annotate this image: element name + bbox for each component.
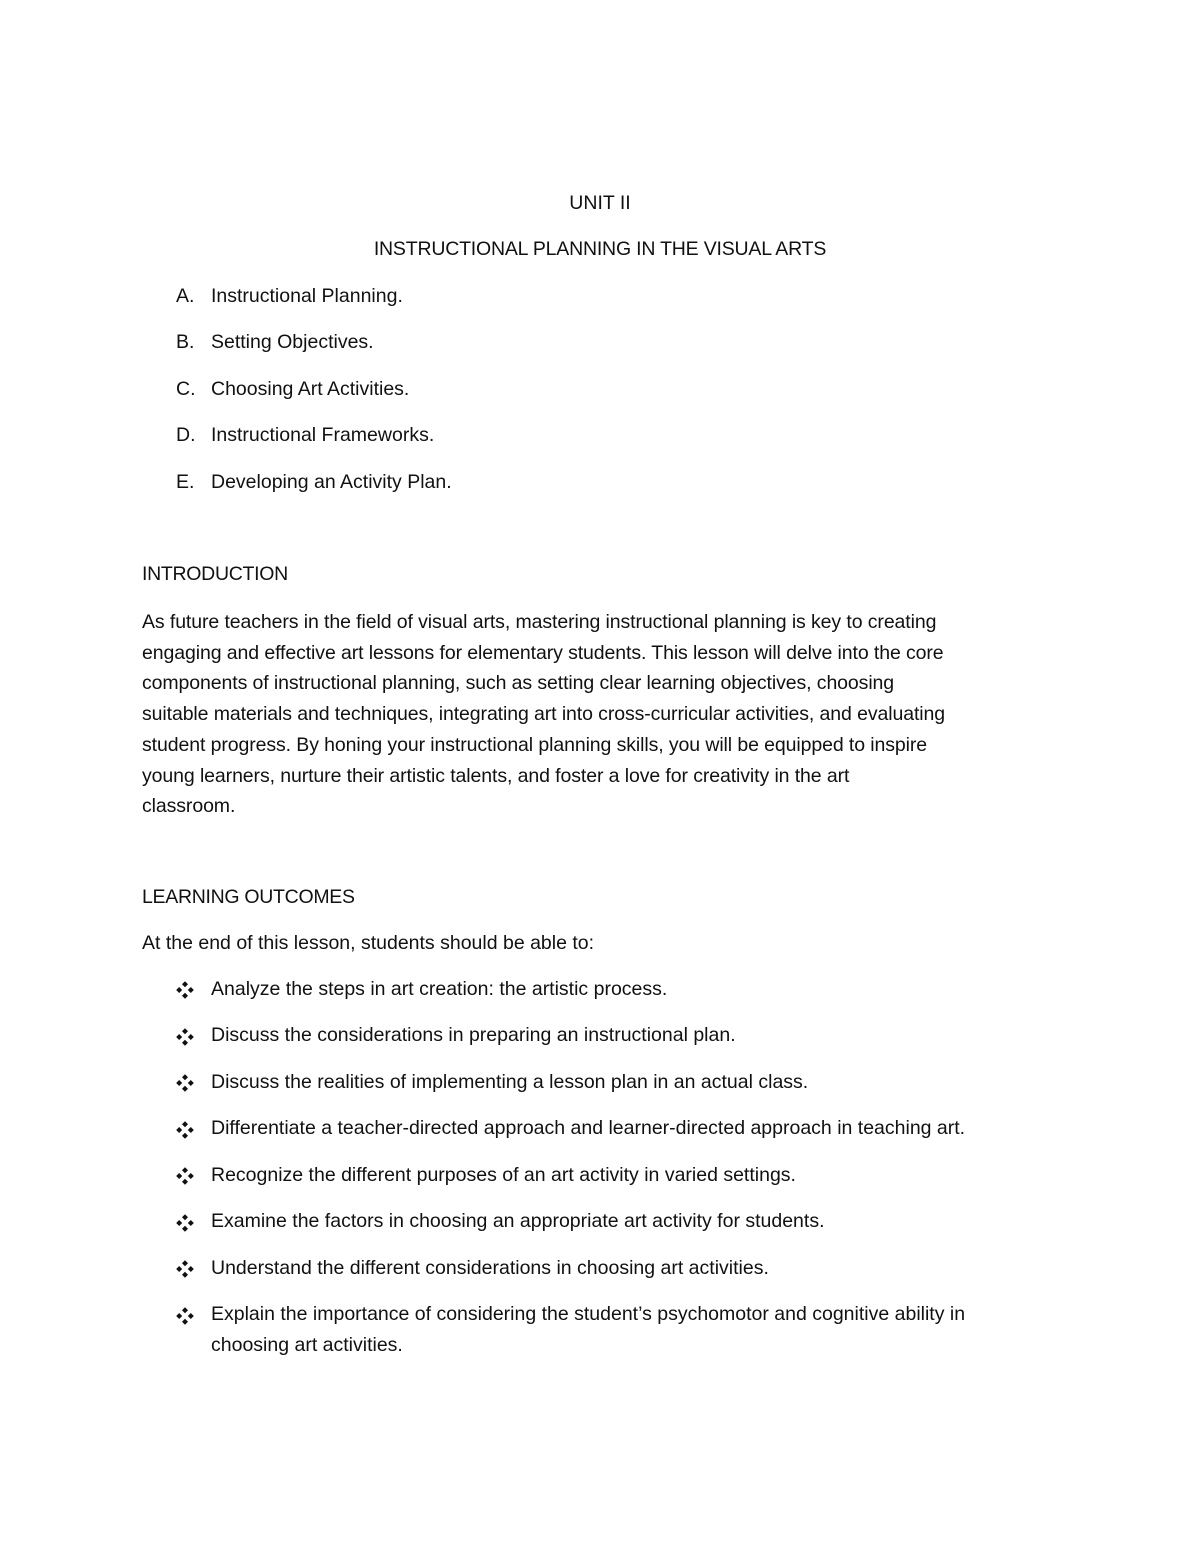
four-diamond-bullet-icon bbox=[176, 1260, 194, 1278]
learning-outcome-line: Understand the different considerations in choosing art activities. bbox=[211, 1256, 769, 1279]
unit-label: UNIT II bbox=[569, 192, 631, 214]
introduction-heading: INTRODUCTION bbox=[142, 563, 288, 585]
learning-outcome-text bbox=[211, 1067, 808, 1098]
topic-marker: A. bbox=[176, 285, 195, 307]
topic-marker: E. bbox=[176, 470, 195, 493]
topic-text: Setting Objectives. bbox=[211, 331, 374, 354]
learning-outcome-text bbox=[211, 1299, 965, 1361]
four-diamond-bullet-icon bbox=[176, 1307, 194, 1325]
introduction-line: engaging and effective art lessons for elementary students. This lesson will delve into the core bbox=[142, 641, 944, 664]
introduction-line: components of instructional planning, such as setting clear learning objectives, choosing bbox=[142, 672, 895, 695]
introduction-line: student progress. By honing your instructional planning skills, you will be equipped to inspire bbox=[142, 733, 928, 756]
learning-outcome-line: Analyze the steps in art creation: the artistic process. bbox=[211, 977, 668, 1000]
introduction-paragraph bbox=[142, 607, 1062, 822]
four-diamond-bullet-icon bbox=[176, 1074, 194, 1092]
learning-outcome-line: Examine the factors in choosing an appropriate art activity for students. bbox=[211, 1210, 825, 1232]
learning-outcomes-lead: At the end of this lesson, students should be able to: bbox=[142, 932, 595, 954]
introduction-line: suitable materials and techniques, integrating art into cross-curricular activities, and evaluating bbox=[142, 703, 946, 726]
topic-marker: D. bbox=[176, 424, 196, 447]
learning-outcomes-heading: LEARNING OUTCOMES bbox=[142, 886, 355, 908]
four-diamond-bullet-icon bbox=[176, 1121, 194, 1139]
unit-title: INSTRUCTIONAL PLANNING IN THE VISUAL ARTS bbox=[373, 238, 827, 260]
learning-outcome-line: Discuss the realities of implementing a lesson plan in an actual class. bbox=[211, 1070, 809, 1093]
learning-outcome-text bbox=[211, 1253, 769, 1284]
topic-marker: C. bbox=[176, 377, 196, 400]
four-diamond-bullet-icon bbox=[176, 1167, 194, 1185]
topic-text: Developing an Activity Plan. bbox=[211, 470, 452, 493]
learning-outcome-text bbox=[211, 1160, 796, 1191]
introduction-line: young learners, nurture their artistic talents, and foster a love for creativity in the art bbox=[142, 764, 850, 787]
learning-outcome-text bbox=[211, 1020, 736, 1051]
learning-outcome-line: Discuss the considerations in preparing an instructional plan. bbox=[211, 1024, 736, 1046]
topic-marker: B. bbox=[176, 331, 195, 354]
learning-outcome-line: Recognize the different purposes of an art activity in varied settings. bbox=[211, 1163, 796, 1186]
learning-outcome-line: Explain the importance of considering the student’s psychomotor and cognitive ability in bbox=[211, 1303, 966, 1325]
learning-outcome-text bbox=[211, 1113, 965, 1144]
introduction-line: classroom. bbox=[142, 795, 236, 818]
four-diamond-bullet-icon bbox=[176, 1214, 194, 1232]
learning-outcome-text bbox=[211, 1206, 825, 1237]
four-diamond-bullet-icon bbox=[176, 1028, 194, 1046]
learning-outcome-text bbox=[211, 974, 667, 1005]
topic-text: Choosing Art Activities. bbox=[211, 377, 410, 400]
four-diamond-bullet-icon bbox=[176, 981, 194, 999]
learning-outcome-line: choosing art activities. bbox=[211, 1334, 403, 1356]
topic-text: Instructional Frameworks. bbox=[211, 424, 435, 447]
introduction-line: As future teachers in the field of visual arts, mastering instructional planning is key to creating bbox=[142, 611, 937, 633]
topic-text: Instructional Planning. bbox=[211, 285, 403, 307]
learning-outcome-line: Differentiate a teacher-directed approach and learner-directed approach in teaching art. bbox=[211, 1117, 966, 1139]
